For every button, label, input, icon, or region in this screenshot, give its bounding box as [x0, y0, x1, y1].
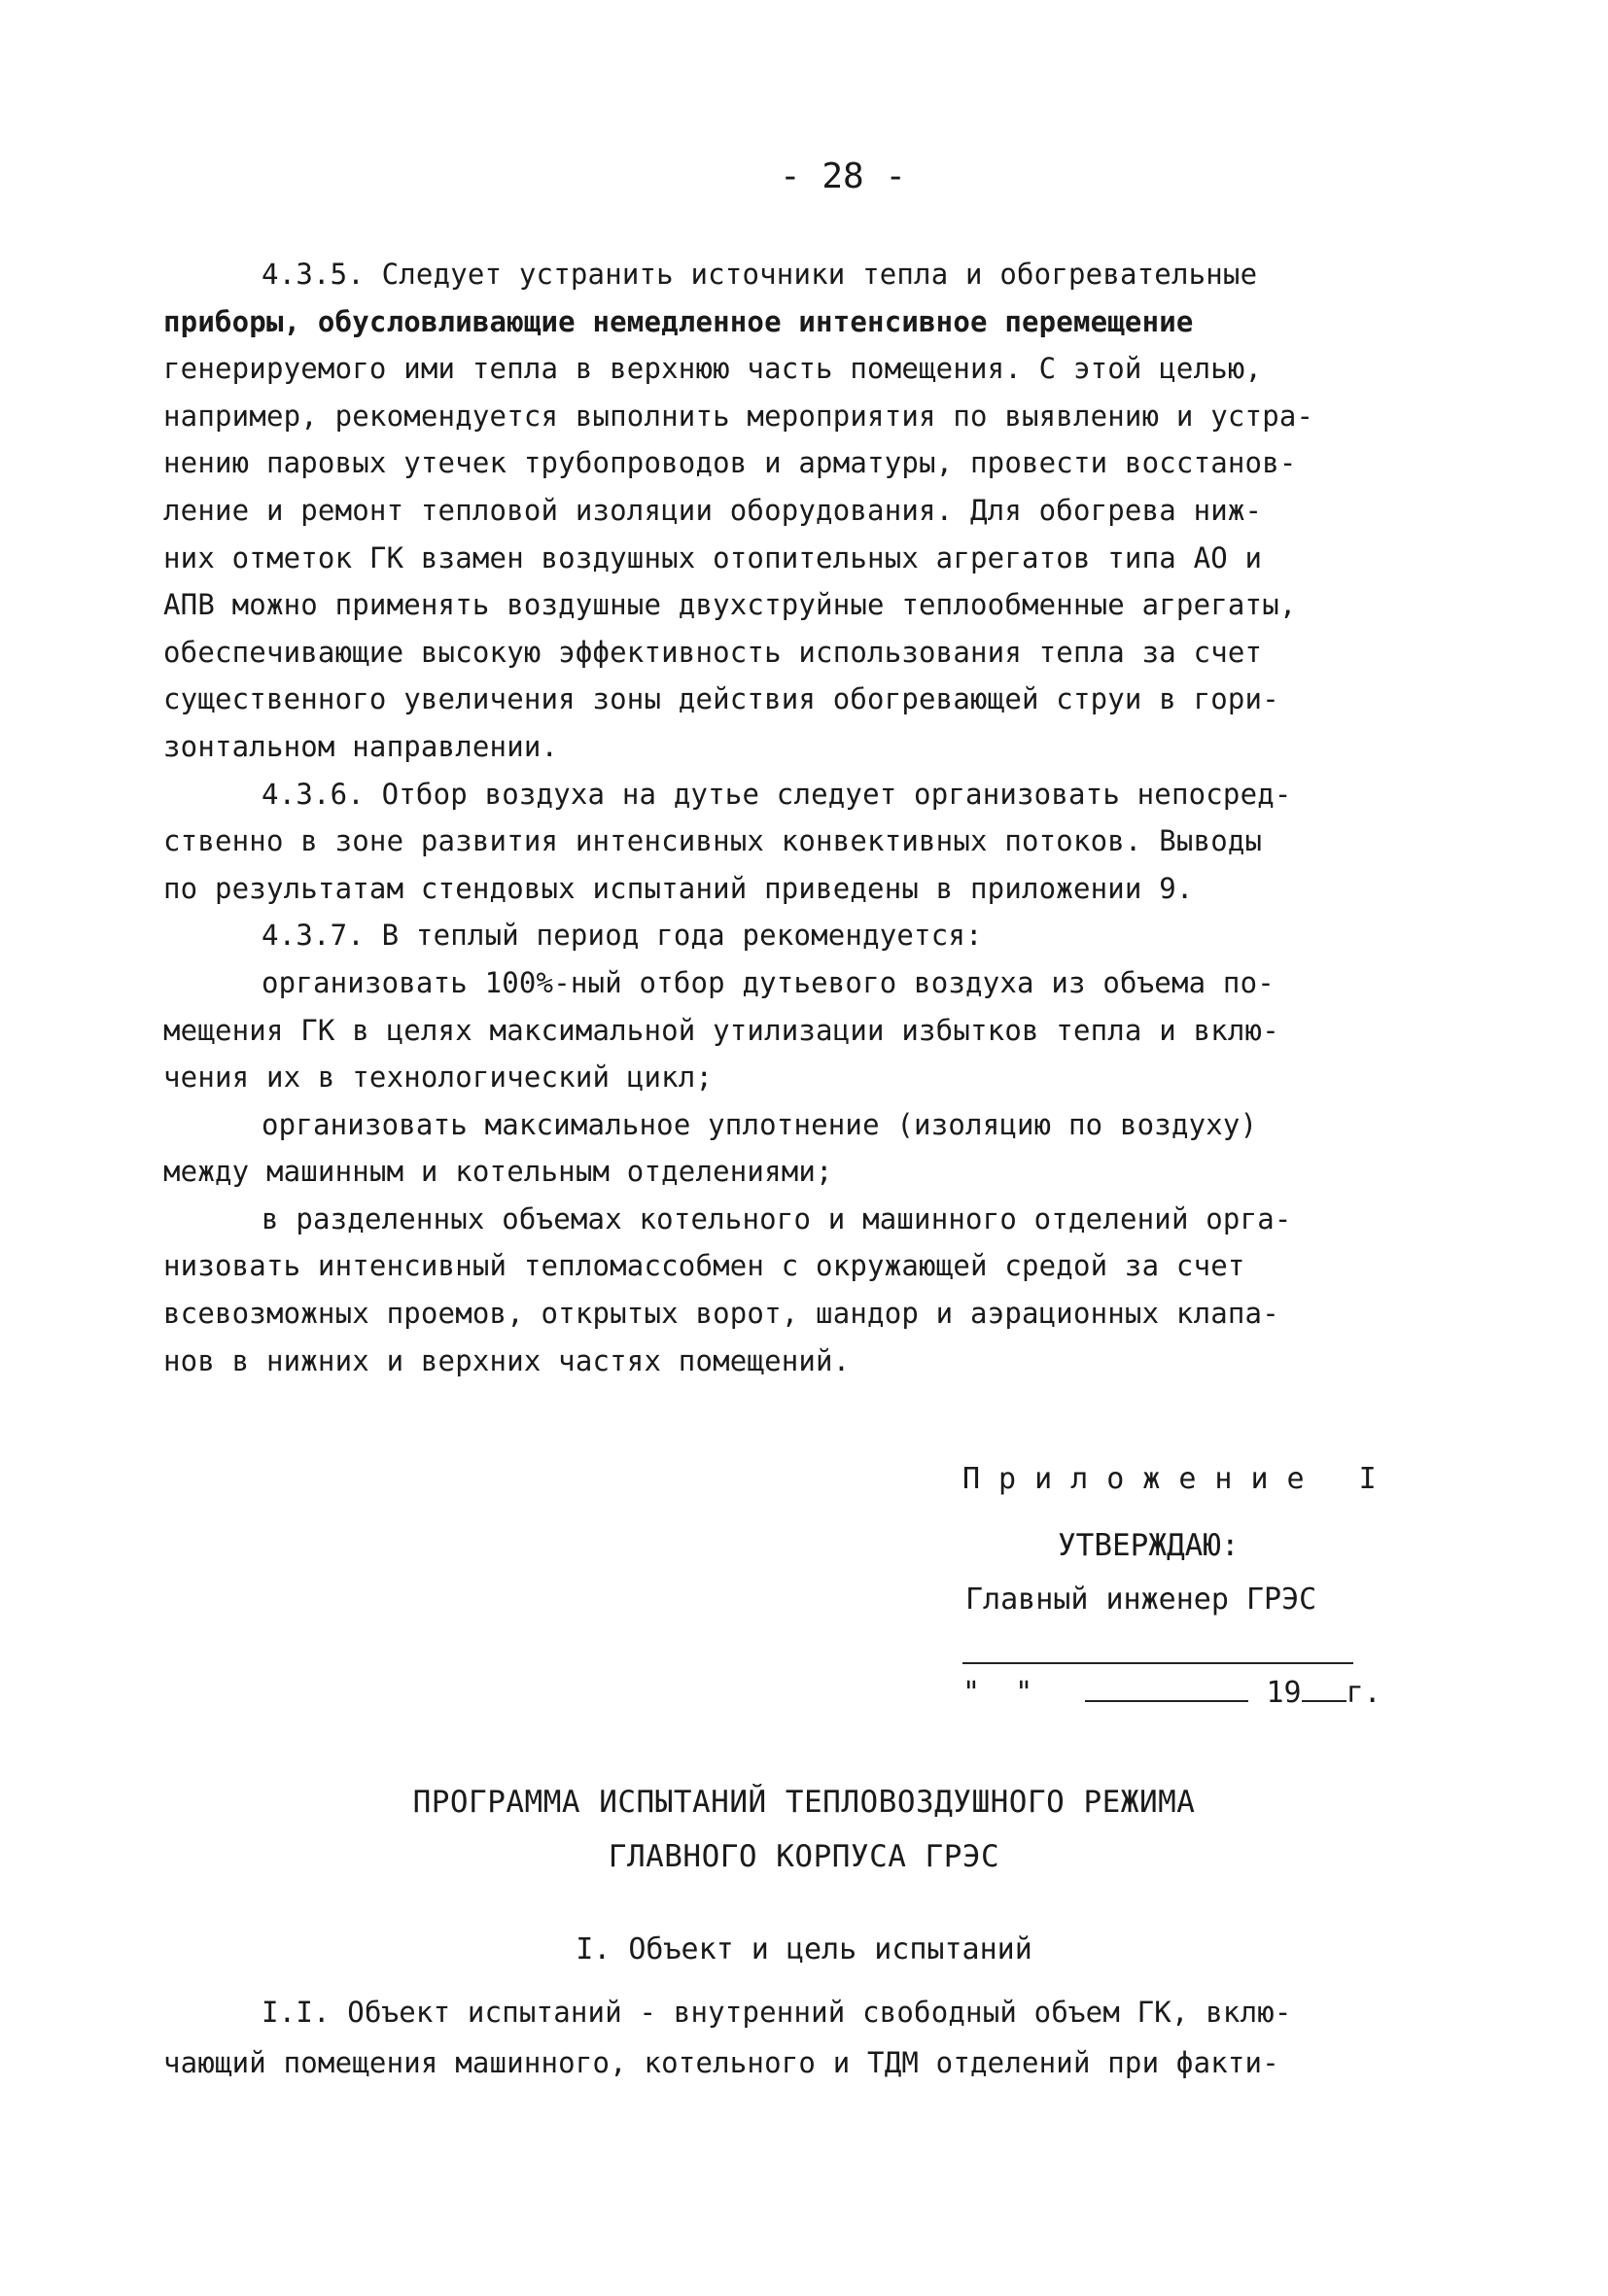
text-line: организовать 100%-ный отбор дутьевого воздуха из объема по- — [262, 965, 1275, 999]
text-line: них отметок ГК взамен воздушных отопительных агрегатов типа АО и — [163, 540, 1263, 574]
text-line: зонтальном направлении. — [163, 729, 559, 763]
section-heading: I. Объект и цель испытаний — [576, 1932, 1032, 1966]
text-line: генерируемого ими тепла в верхнюю часть помещения. С этой целью, — [163, 352, 1263, 386]
text-line: между машинным и котельным отделениями; — [163, 1155, 833, 1189]
date-quotes: " " — [962, 1676, 1033, 1710]
paragraph-4-3-5 — [163, 251, 1466, 771]
list-item-3 — [163, 1196, 1466, 1384]
page-number: - 28 - — [779, 157, 907, 196]
title-line-2: ГЛАВНОГО КОРПУСА ГРЭС — [608, 1839, 1000, 1874]
text-line: ление и ремонт тепловой изоляции оборудования. Для обогрева ниж- — [163, 493, 1263, 527]
date-suffix: г. — [1346, 1676, 1381, 1710]
text-line: низовать интенсивный тепломассобмен с окружающей средой за счет — [163, 1249, 1245, 1283]
program-title — [0, 1775, 1608, 1884]
date-line — [962, 1670, 1381, 1717]
list-item-1 — [163, 959, 1466, 1101]
text-line: 4.3.7. В теплый период года рекомендуется: — [262, 919, 983, 953]
paragraph-4-3-7 — [163, 912, 1466, 959]
date-blank-month — [1085, 1700, 1248, 1702]
text-line: чающий помещения машинного, котельного и ТДМ отделений при факти- — [163, 2046, 1279, 2079]
text-line: в разделенных объемах котельного и машинного отделений орга- — [262, 1201, 1292, 1235]
text-line: приборы, обусловливающие немедленное интенсивное перемещение — [163, 304, 1194, 338]
text-line: существенного увеличения зоны действия обогревающей струи в гори- — [163, 682, 1279, 716]
list-item-2 — [163, 1101, 1466, 1196]
text-line: по результатам стендовых испытаний приведены в приложении 9. — [163, 871, 1194, 905]
text-line: всевозможных проемов, открытых ворот, шандор и аэрационных клапа- — [163, 1297, 1279, 1331]
title-line-1: ПРОГРАММА ИСПЫТАНИЙ ТЕПЛОВОЗДУШНОГО РЕЖИМА — [412, 1785, 1196, 1820]
text-line: ственно в зоне развития интенсивных конвективных потоков. Выводы — [163, 824, 1263, 858]
text-line: чения их в технологический цикл; — [163, 1061, 714, 1095]
text-line: мещения ГК в целях максимальной утилизации избытков тепла и вклю- — [163, 1013, 1279, 1047]
text-line: АПВ можно применять воздушные двухструйные теплообменные агрегаты, — [163, 588, 1297, 622]
paragraph-4-3-6 — [163, 771, 1466, 913]
signature-line — [962, 1662, 1353, 1664]
text-line: I.I. Объект испытаний - внутренний свободный объем ГК, вклю- — [262, 1996, 1292, 2029]
date-year: 19 — [1266, 1676, 1302, 1710]
date-blank-year — [1302, 1700, 1346, 1702]
text-line: 4.3.5. Следует устранить источники тепла и обогревательные — [262, 258, 1258, 291]
paragraph-1-1 — [163, 1987, 1466, 2088]
document-body — [163, 251, 1466, 1384]
text-line: обеспечивающие высокую эффективность использования тепла за счет — [163, 635, 1263, 669]
appendix-label: Приложение I — [962, 1462, 1395, 1496]
text-line: нов в нижних и верхних частях помещений. — [163, 1343, 851, 1377]
engineer-title: Главный инженер ГРЭС — [965, 1583, 1317, 1617]
text-line: нению паровых утечек трубопроводов и арматуры, провести восстанов- — [163, 446, 1297, 480]
text-line: организовать максимальное уплотнение (изоляцию по воздуху) — [262, 1107, 1258, 1141]
text-line: например, рекомендуется выполнить мероприятия по выявлению и устра- — [163, 399, 1314, 433]
text-line: 4.3.6. Отбор воздуха на дутье следует организовать непосред- — [262, 777, 1292, 811]
approval-heading: УТВЕРЖДАЮ: — [1058, 1528, 1240, 1563]
